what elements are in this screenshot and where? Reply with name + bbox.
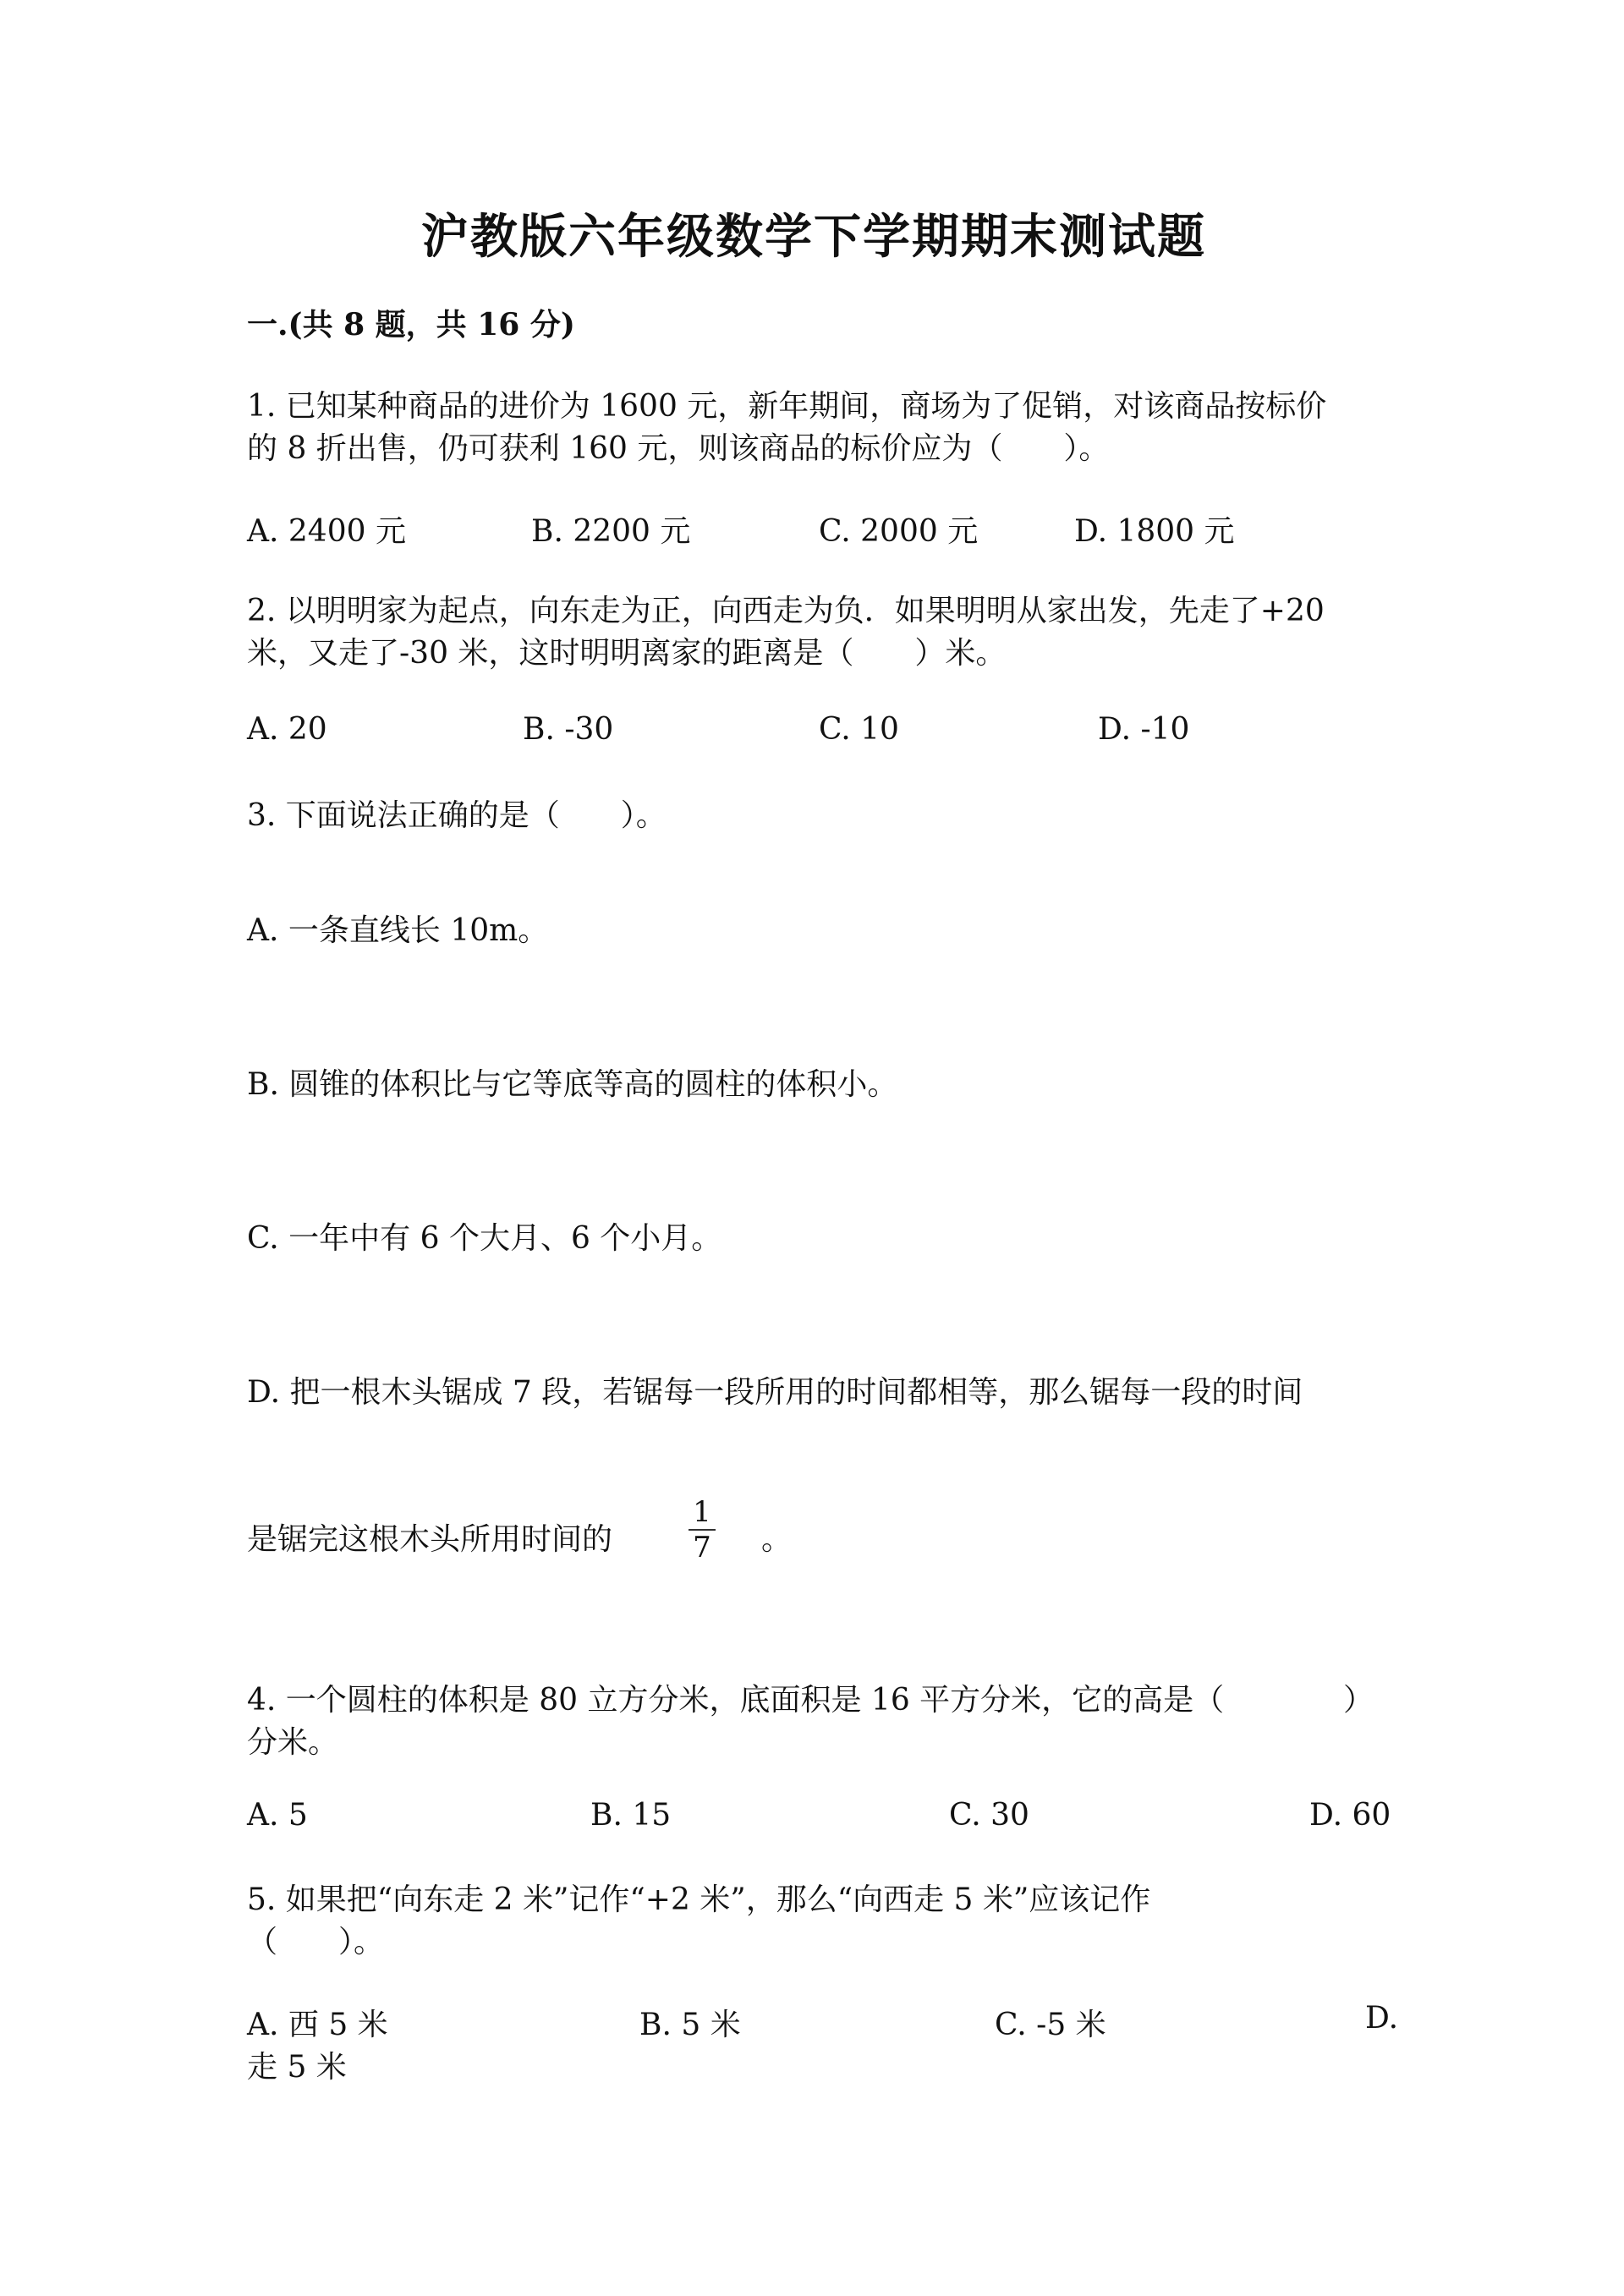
question-4-option-b: B. 15: [590, 1798, 672, 1833]
question-3-option-c: C. 一年中有 6 个大月、6 个小月。: [247, 1221, 722, 1256]
question-2-option-b: B. -30: [523, 712, 614, 747]
question-3-option-b: B. 圆锥的体积比与它等底等高的圆柱的体积小。: [247, 1067, 898, 1102]
question-4-line-1: 4. 一个圆柱的体积是 80 立方分米，底面积是 16 平方分米，它的高是（: [247, 1683, 1225, 1718]
question-3-option-a: A. 一条直线长 10m。: [247, 913, 549, 948]
question-3-line-1: 3. 下面说法正确的是（ ）。: [247, 798, 667, 833]
fraction-denominator: 7: [693, 1531, 711, 1564]
question-2-line-2: 米，又走了-30 米，这时明明离家的距离是（ ）米。: [247, 636, 1007, 671]
question-1-option-a: A. 2400 元: [247, 514, 406, 549]
question-5-option-b: B. 5 米: [639, 2008, 741, 2042]
question-5-line-1: 5. 如果把“向东走 2 米”记作“+2 米”，那么“向西走 5 米”应该记作: [247, 1882, 1151, 1917]
question-5-line-2: （ ）。: [247, 1925, 385, 1959]
question-4-option-a: A. 5: [247, 1798, 308, 1833]
question-4-option-c: C. 30: [949, 1798, 1029, 1833]
question-1-option-b: B. 2200 元: [531, 514, 691, 549]
question-3-option-d-end: 。: [761, 1522, 793, 1557]
question-5-option-d-continued: 走 5 米: [247, 2050, 347, 2085]
question-2-option-a: A. 20: [247, 712, 327, 747]
question-2-option-d: D. -10: [1098, 712, 1190, 747]
question-4-option-d: D. 60: [1309, 1798, 1391, 1833]
question-1-line-2: 的 8 折出售，仍可获利 160 元，则该商品的标价应为（ ）。: [247, 431, 1110, 466]
question-3-option-d-line-2: 是锯完这根木头所用时间的: [247, 1522, 613, 1557]
fraction-numerator: 1: [693, 1495, 711, 1529]
question-4-line-2: 分米。: [247, 1725, 339, 1760]
question-4-line-1-paren-close: ）: [1343, 1683, 1374, 1718]
question-1-option-d: D. 1800 元: [1074, 514, 1235, 549]
question-3-option-d-line-1: D. 把一根木头锯成 7 段，若锯每一段所用的时间都相等，那么锯每一段的时间: [247, 1375, 1303, 1410]
question-1-option-c: C. 2000 元: [819, 514, 979, 549]
page-title: 沪教版六年级数学下学期期末测试题: [421, 209, 1206, 265]
question-5-option-c: C. -5 米: [995, 2008, 1106, 2042]
fraction-one-seventh: [685, 1497, 719, 1563]
question-5-option-a: A. 西 5 米: [247, 2008, 388, 2042]
question-1-line-1: 1. 已知某种商品的进价为 1600 元，新年期间，商场为了促销，对该商品按标价: [247, 389, 1327, 424]
question-2-line-1: 2. 以明明家为起点，向东走为正，向西走为负．如果明明从家出发，先走了+20: [247, 594, 1325, 628]
question-2-option-c: C. 10: [819, 712, 899, 747]
question-5-option-d: D.: [1365, 2001, 1399, 2036]
section-heading: 一.(共 8 题，共 16 分): [247, 307, 575, 342]
